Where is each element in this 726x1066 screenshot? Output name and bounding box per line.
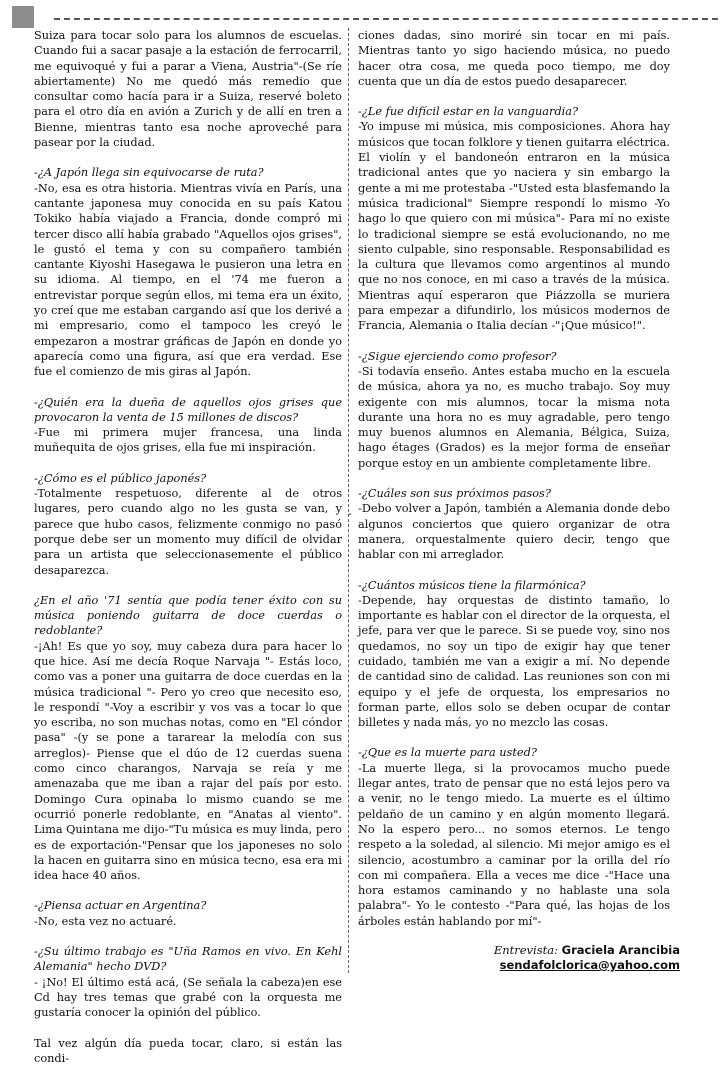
interview-answer: - ¡No! El último está acá, (Se señala la cabeza)en ese Cd hay tres temas que grabé con la orquesta me gustaría conocer la opinión del público. (34, 975, 342, 1020)
interview-question: -¿Cuántos músicos tiene la filarmónica? (358, 578, 586, 592)
credit-block (494, 943, 680, 973)
interview-answer: -Totalmente respetuoso, diferente al de otros lugares, pero cuando algo no les gusta se van, y parece que hubo casos, felizmente conmigo no pasó porque debe ser un momento muy difícil de olvidar para un artista que seleccionasemente el público desaparezca. (34, 487, 342, 577)
interview-question: -¿Cuáles son sus próximos pasos? (358, 487, 551, 501)
interview-answer: Suiza para tocar solo para los alumnos de escuelas. Cuando fui a sacar pasaje a la estación de ferrocarril, me equivoqué y fui a parar a Viena, Austria"-(Se ríe abiertamente) No me quedó más remedio que consultar como hacía para ir a Suiza, reservé boleto para el otro día en avión a Zurich y de allí en tren a Bienne, mientras tanto esa noche aproveché para pasear por la ciudad. (34, 29, 342, 150)
paragraph-gap (358, 471, 670, 486)
interview-answer: -Yo impuse mi música, mis composiciones. Ahora hay músicos que tocan folklore y tienen guitarra eléctrica. El violín y el bandoneón entraron en la música tradicional antes que yo naciera y sin embargo la gente a mi me protestaba -"Usted esta blasfemando la música tradicional" Siempre respondí lo mismo -Yo hago lo que quiero con mi música"- Para mí no existe lo tradicional siempre se está evolucionando, no me siento culpable, sino responsable. Responsabilidad es la cultura que llevamos como argentinos al mundo que no nos conoce, en mi caso a través de la música. Mientras aquí esperaron que Piázzolla se muriera para empezar a difundirlo, los músicos modernos de Francia, Alemania o Italia decían -"¡Que músico!". (358, 120, 670, 333)
interview-answer: -Depende, hay orquestas de distinto tamaño, lo importante es hablar con el director de la orquesta, el jefe, para ver que le parece. Si se puede voy, sino nos quedamos, no soy un tipo de exigir hay que tener cuidado, también me van a exigir a mí. No depende de cantidad sino de calidad. Las reuniones son con mi equipo y el jefe de orquesta, los empresarios no forman parte, ellos solo se deben ocupar de contar billetes y nada más, yo no mezclo las cosas. (358, 593, 670, 730)
column-divider (348, 28, 349, 973)
interview-answer: Tal vez algún día pueda tocar, claro, si están las condi- (34, 1036, 342, 1065)
credit-name: Graciela Arancibia (561, 943, 680, 957)
paragraph-gap (34, 150, 342, 165)
interview-answer: -No, esta vez no actuaré. (34, 914, 177, 928)
credit-label: Entrevista: (493, 943, 558, 957)
divider-mark: - (348, 507, 352, 520)
paragraph-gap (34, 578, 342, 593)
right-column (358, 28, 670, 929)
interview-question: -¿Cómo es el público japonés? (34, 471, 207, 485)
interview-answer: ciones dadas, sino moriré sin tocar en mi país. Mientras tanto yo sigo haciendo música, no puedo hacer otra cosa, me queda poco tiempo, me doy cuenta que un día de estos puedo desaparecer. (358, 29, 670, 88)
interview-question: -¿Que es la muerte para usted? (358, 746, 537, 760)
paragraph-gap (34, 883, 342, 898)
left-column (34, 28, 342, 1066)
corner-block (12, 6, 34, 28)
interview-question: -¿Piensa actuar en Argentina? (34, 899, 207, 913)
paragraph-gap (34, 380, 342, 395)
credit-email: sendafolclorica@yahoo.com (499, 958, 680, 972)
interview-question: -¿Le fue difícil estar en la vanguardia? (358, 105, 579, 119)
interview-answer: -La muerte llega, si la provocamos mucho puede llegar antes, trato de pensar que no está lejos pero va a venir, no le tengo miedo. La muerte es el último peldaño de un camino y en algún momento llegará. No la espero pero... no somos eternos. Le tengo respeto a la soledad, al silencio. Mi mejor amigo es el silencio, acostumbro a caminar por la orilla del río con mi compañera. Ella a veces me dice -"Hace una hora estamos caminando y no hablaste una sola palabra"- Yo le contesto -"Para qué, las hojas de los árboles están hablando por mí"- (358, 761, 670, 928)
paragraph-gap (358, 89, 670, 104)
paragraph-gap (34, 929, 342, 944)
top-dashed-rule (54, 18, 718, 20)
paragraph-gap (358, 730, 670, 745)
interview-answer: -No, esa es otra historia. Mientras vivía en París, una cantante japonesa muy conocida en su país Katou Tokiko había viajado a Francia, donde compró mi tercer disco allí había grabado "Aquellos ojos grises", le gustó el tema y con su compañero también cantante Kiyoshi Hasegawa le pusieron una letra en su idioma. Al tiempo, en el '74 me fueron a entrevistar porque según ellos, mi tema era un éxito, yo creí que me estaban cargando así que los derivé a mi empresario, como el tampoco les creyó le empezaron a mostrar gráficas de Japón en donde yo aparecía como una figura, así que era verdad. Ese fue el comienzo de mis giras al Japón. (34, 181, 342, 379)
interview-answer: -Si todavía enseño. Antes estaba mucho en la escuela de música, ahora ya no, es mucho trabajo. Soy muy exigente con mis alumnos, tocar la misma nota durante una hora no es muy agradable, pero tengo muy buenos alumnos en Alemania, Bélgica, Suiza, hago étages (Grados) es la mejor forma de enseñar porque estoy en un ambiente completamente libre. (358, 364, 670, 470)
interview-question: -¿A Japón llega sin equivocarse de ruta? (34, 166, 264, 180)
paragraph-gap (34, 456, 342, 471)
interview-question: ¿En el año '71 sentía que podía tener éxito con su música poniendo guitarra de doce cuerdas o redoblante? (34, 593, 342, 638)
interview-answer: -Fue mi primera mujer francesa, una linda muñequita de ojos grises, ella fue mi inspiración. (34, 426, 342, 455)
paragraph-gap (358, 334, 670, 349)
interview-answer: -Debo volver a Japón, también a Alemania donde debo algunos conciertos que quiero organizar de otra manera, orquestalmente quiero decir, tengo que hablar con mi arreglador. (358, 502, 670, 562)
interview-question: -¿Su último trabajo es "Uña Ramos en vivo. En Kehl Alemania" hecho DVD? (34, 945, 342, 974)
interview-question: -¿Sigue ejerciendo como profesor? (358, 349, 557, 363)
interview-question: -¿Quién era la dueña de aquellos ojos grises que provocaron la venta de 15 millones de discos? (34, 395, 342, 424)
paragraph-gap (358, 563, 670, 578)
paragraph-gap (34, 1021, 342, 1036)
interview-answer: -¡Ah! Es que yo soy, muy cabeza dura para hacer lo que hice. Así me decía Roque Narvaja "- Estás loco, como vas a poner una guitarra de doce cuerdas en la música tradicional "- Pero yo creo que necesito eso, le respondí "-Voy a escribir y vos vas a tocar lo que yo escriba, no son muchas notas, como en "El cóndor pasa" -(y se pone a tararear la melodía con sus arreglos)- Piense que el dúo de 12 cuerdas suena como cinco charangos, Narvaja se reía y me amenazaba que me iban a rajar del país por esto. Domingo Cura opinaba lo mismo cuando se me ocurrió ponerle redoblante, en "Anatas al viento". Lima Quintana me dijo-"Tu música es muy linda, pero es de exportación-"Pensar que los japoneses no solo la hacen en guitarra sino en música tecno, esa era mi idea hace 40 años. (34, 639, 342, 883)
